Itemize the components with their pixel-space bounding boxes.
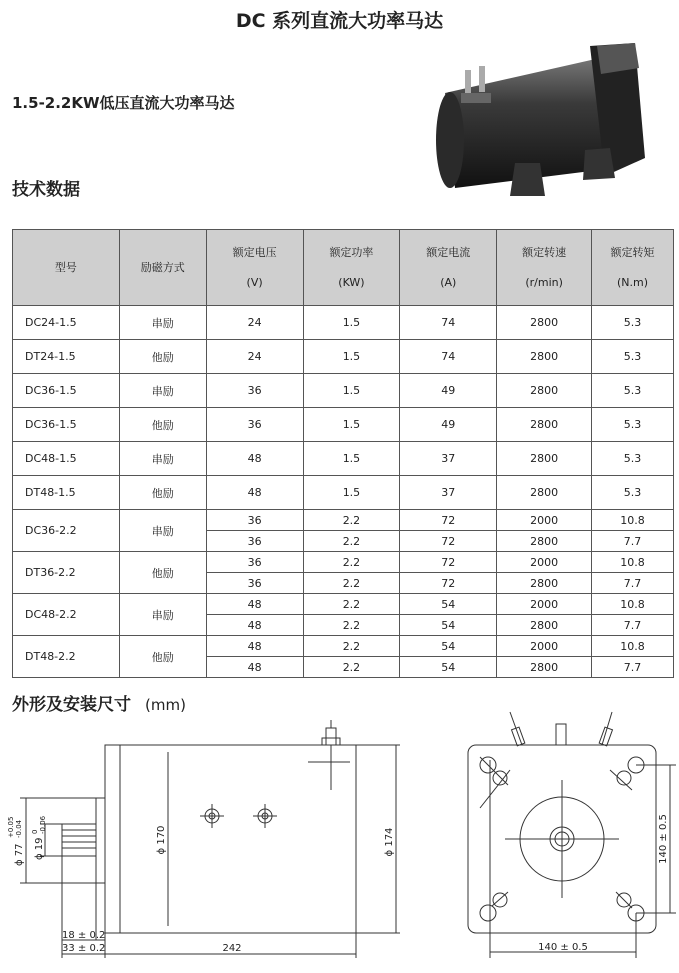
cell-power: 2.2 xyxy=(303,552,400,573)
cell-torque: 7.7 xyxy=(592,531,674,552)
cell-model: DC48-2.2 xyxy=(13,594,120,636)
cell-torque: 7.7 xyxy=(592,615,674,636)
cell-torque: 7.7 xyxy=(592,573,674,594)
header-torque: 额定转矩 (N.m) xyxy=(592,230,674,306)
cell-torque: 5.3 xyxy=(592,408,674,442)
cell-torque: 5.3 xyxy=(592,306,674,340)
dimension-drawing xyxy=(0,705,679,973)
cell-voltage: 36 xyxy=(206,531,303,552)
cell-excitation: 串励 xyxy=(119,594,206,636)
cell-voltage: 48 xyxy=(206,615,303,636)
dim-phi19-tol-hi: 0 xyxy=(31,829,39,834)
cell-speed: 2800 xyxy=(497,408,592,442)
cell-torque: 10.8 xyxy=(592,594,674,615)
cell-current: 54 xyxy=(400,594,497,615)
dim-phi77-tol-hi: +0.05 xyxy=(7,816,15,838)
cell-power: 1.5 xyxy=(303,408,400,442)
cell-current: 74 xyxy=(400,306,497,340)
header-model: 型号 xyxy=(13,230,120,306)
cell-power: 2.2 xyxy=(303,594,400,615)
page-title: DC 系列直流大功率马达 xyxy=(235,10,444,32)
cell-torque: 10.8 xyxy=(592,510,674,531)
cell-excitation: 他励 xyxy=(119,340,206,374)
cell-torque: 10.8 xyxy=(592,636,674,657)
cell-torque: 10.8 xyxy=(592,552,674,573)
table-row xyxy=(13,552,674,573)
cell-speed: 2800 xyxy=(497,476,592,510)
header-voltage: 额定电压 (V) xyxy=(206,230,303,306)
cell-model: DT48-1.5 xyxy=(13,476,120,510)
cell-power: 1.5 xyxy=(303,340,400,374)
table-row xyxy=(13,510,674,531)
cell-model: DC24-1.5 xyxy=(13,306,120,340)
dim-phi19-tol-lo: -0.06 xyxy=(39,815,47,834)
table-row xyxy=(13,374,674,408)
cell-power: 1.5 xyxy=(303,374,400,408)
cell-model: DT24-1.5 xyxy=(13,340,120,374)
cell-current: 54 xyxy=(400,657,497,678)
cell-torque: 5.3 xyxy=(592,374,674,408)
cell-speed: 2800 xyxy=(497,573,592,594)
cell-current: 72 xyxy=(400,573,497,594)
cell-voltage: 48 xyxy=(206,442,303,476)
cell-power: 2.2 xyxy=(303,573,400,594)
spec-table xyxy=(12,229,674,678)
header-excitation: 励磁方式 xyxy=(119,230,206,306)
cell-model: DT36-2.2 xyxy=(13,552,120,594)
cell-power: 1.5 xyxy=(303,476,400,510)
cell-voltage: 36 xyxy=(206,408,303,442)
cell-speed: 2800 xyxy=(497,306,592,340)
section-dimensions-unit: (mm) xyxy=(145,696,186,714)
cell-excitation: 他励 xyxy=(119,636,206,678)
dim-140-vertical: 140 ± 0.5 xyxy=(658,814,669,864)
cell-voltage: 36 xyxy=(206,374,303,408)
table-row xyxy=(13,594,674,615)
cell-torque: 5.3 xyxy=(592,476,674,510)
cell-speed: 2800 xyxy=(497,531,592,552)
cell-voltage: 48 xyxy=(206,657,303,678)
table-row xyxy=(13,408,674,442)
cell-power: 2.2 xyxy=(303,510,400,531)
cell-voltage: 36 xyxy=(206,552,303,573)
cell-current: 54 xyxy=(400,636,497,657)
cell-current: 74 xyxy=(400,340,497,374)
dim-33: 33 ± 0.2 xyxy=(62,943,106,954)
cell-current: 37 xyxy=(400,442,497,476)
cell-excitation: 他励 xyxy=(119,408,206,442)
cell-torque: 5.3 xyxy=(592,442,674,476)
cell-current: 49 xyxy=(400,408,497,442)
cell-speed: 2000 xyxy=(497,636,592,657)
motor-photo xyxy=(425,38,665,213)
product-subtitle: 1.5-2.2KW低压直流大功率马达 xyxy=(12,94,235,112)
header-power: 额定功率 (KW) xyxy=(303,230,400,306)
table-row xyxy=(13,476,674,510)
table-header-row xyxy=(13,230,674,306)
section-dimensions-title: 外形及安装尺寸 xyxy=(12,695,131,715)
cell-excitation: 他励 xyxy=(119,552,206,594)
cell-power: 2.2 xyxy=(303,531,400,552)
cell-current: 37 xyxy=(400,476,497,510)
cell-power: 1.5 xyxy=(303,442,400,476)
cell-power: 2.2 xyxy=(303,615,400,636)
dim-242: 242 xyxy=(222,943,242,954)
cell-current: 72 xyxy=(400,552,497,573)
cell-excitation: 串励 xyxy=(119,510,206,552)
cell-voltage: 48 xyxy=(206,476,303,510)
table-row xyxy=(13,306,674,340)
cell-voltage: 36 xyxy=(206,573,303,594)
cell-power: 2.2 xyxy=(303,657,400,678)
cell-torque: 5.3 xyxy=(592,340,674,374)
dim-phi174: ϕ 174 xyxy=(384,827,395,857)
cell-current: 72 xyxy=(400,510,497,531)
header-speed: 额定转速 (r/min) xyxy=(497,230,592,306)
cell-voltage: 48 xyxy=(206,636,303,657)
cell-excitation: 串励 xyxy=(119,306,206,340)
cell-model: DT48-2.2 xyxy=(13,636,120,678)
dim-140-horizontal: 140 ± 0.5 xyxy=(538,942,588,953)
table-row xyxy=(13,636,674,657)
section-tech-data: 技术数据 xyxy=(12,180,80,200)
dim-phi170: ϕ 170 xyxy=(156,825,167,855)
cell-voltage: 24 xyxy=(206,306,303,340)
table-row xyxy=(13,340,674,374)
cell-speed: 2800 xyxy=(497,615,592,636)
dim-phi77: ϕ 77 xyxy=(14,843,25,866)
cell-model: DC36-1.5 xyxy=(13,374,120,408)
cell-speed: 2000 xyxy=(497,594,592,615)
cell-speed: 2800 xyxy=(497,374,592,408)
cell-excitation: 串励 xyxy=(119,374,206,408)
cell-current: 72 xyxy=(400,531,497,552)
cell-power: 2.2 xyxy=(303,636,400,657)
cell-voltage: 36 xyxy=(206,510,303,531)
cell-current: 49 xyxy=(400,374,497,408)
dim-18: 18 ± 0.2 xyxy=(62,930,106,941)
cell-current: 54 xyxy=(400,615,497,636)
cell-speed: 2000 xyxy=(497,552,592,573)
header-current: 额定电流 (A) xyxy=(400,230,497,306)
cell-voltage: 24 xyxy=(206,340,303,374)
cell-torque: 7.7 xyxy=(592,657,674,678)
cell-excitation: 串励 xyxy=(119,442,206,476)
dim-phi19: ϕ 19 xyxy=(34,837,45,860)
cell-speed: 2800 xyxy=(497,340,592,374)
cell-model: DC36-1.5 xyxy=(13,408,120,442)
cell-power: 1.5 xyxy=(303,306,400,340)
dim-phi77-tol-lo: -0.04 xyxy=(15,819,23,838)
cell-speed: 2000 xyxy=(497,510,592,531)
cell-model: DC36-2.2 xyxy=(13,510,120,552)
cell-voltage: 48 xyxy=(206,594,303,615)
cell-excitation: 他励 xyxy=(119,476,206,510)
table-row xyxy=(13,442,674,476)
cell-speed: 2800 xyxy=(497,442,592,476)
cell-model: DC48-1.5 xyxy=(13,442,120,476)
cell-speed: 2800 xyxy=(497,657,592,678)
